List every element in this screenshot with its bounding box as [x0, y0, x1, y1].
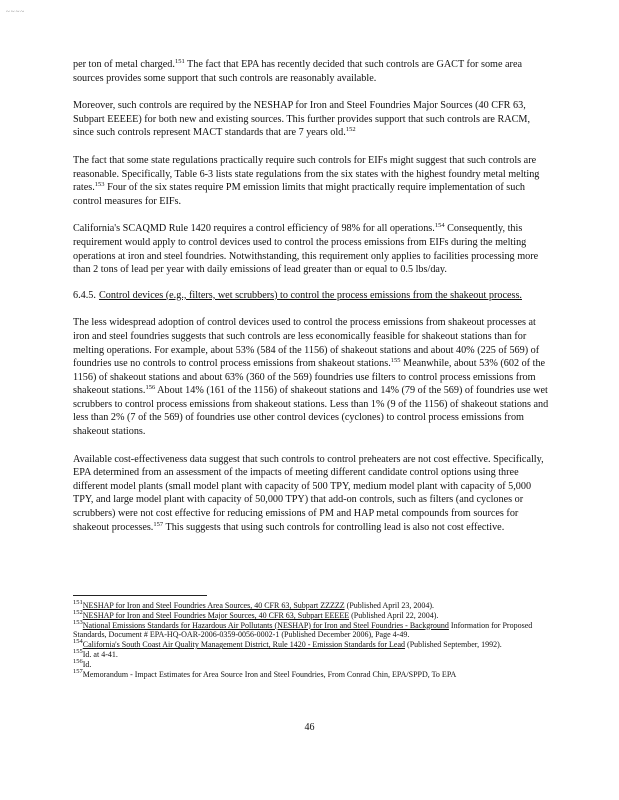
footnote: $^{156}$Id. — [73, 657, 92, 669]
footnote: $^{155}$Id. at 4-41. — [73, 647, 118, 659]
footnotes — [73, 601, 551, 679]
section-heading — [73, 289, 551, 303]
footnote: $^{153}$National Emissions Standards for Hazardous Air Pollutants (NESHAP) for Iron and Steel Foundries - Background Information for Proposed Standards, Document # EPA-HQ-OAR-2006-0359-0056-0002-1 (Published December 2006), Page 4-49. — [73, 618, 533, 640]
footnote-ref[interactable]: 154 — [434, 222, 445, 230]
footnote-ref[interactable]: 153 — [94, 181, 105, 189]
paragraph: Available cost-effectiveness data suggest that such controls to control preheaters are not cost effective. Specifically, EPA determined from an assessment of the impacts of meeting different candidate control options using three different model plants (small model plant with capacity of 500 TPY, medium model plant with capacity of 5,000 TPY, and large model plant with capacity of 50,000 TPY) that add-on controls, such as filters (and cyclones or scrubbers) were not cost effective for reducing emissions of PM and HAP metal compounds from sources for shakeout processes.$^{157}$ This suggests that using such controls for controlling lead is also not cost effective. — [73, 453, 544, 533]
footnote: $^{154}$California's South Coast Air Quality Management District, Rule 1420 - Emission Standards for Lead (Published September, 1992). — [73, 638, 502, 650]
paragraph: per ton of metal charged.$^{151}$ The fact that EPA has recently decided that such controls are GACT for some area sources provides some support that such controls are reasonably available. — [73, 58, 522, 84]
document-body — [73, 58, 551, 548]
corner-mark: ~~~~ — [6, 8, 26, 16]
footnote-ref[interactable]: 157 — [153, 520, 164, 528]
footnote: $^{152}$NESHAP for Iron and Steel Foundries Major Sources, 40 CFR 63, Subpart EEEEE (Published April 22, 2004). — [73, 608, 439, 620]
page-number: 46 — [304, 722, 315, 733]
footnote-ref[interactable]: 151 — [174, 58, 185, 65]
paragraph: The less widespread adoption of control devices used to control the process emissions from shakeout processes at iron and steel foundries suggests that such controls are less economically feasible for shakeout stations than for melting operations. For example, about 53% (584 of the 1156) of shakeout stations and about 40% (225 of 569) of foundries use no controls to control process emissions from shakeout stations.$^{155}$ Meanwhile, about 53% (602 of the 1156) of shakeout stations and about 63% (360 of the 569) foundries use filters to control process emissions from shakeout stations.$^{156}$ About 14% (161 of the 1156) of shakeout stations and 14% (79 of the 569) of foundries use wet scrubbers to control process emissions from shakeout stations. Less than 1% (9 of the 1156) of shakeout stations and less than 2% (7 of the 569) of foundries use other control devices (cyclones) to control process emissions from shakeout stations. — [73, 317, 549, 438]
footnote-ref[interactable]: 155 — [390, 357, 401, 365]
paragraph: Moreover, such controls are required by the NESHAP for Iron and Steel Foundries Major Sources (40 CFR 63, Subpart EEEEE) for both new and existing sources. This further provides support that such controls are RACM, since such controls represent MACT standards that are 7 years old.$^{152}$ — [73, 100, 531, 139]
footnote: $^{151}$NESHAP for Iron and Steel Foundries Area Sources, 40 CFR 63, Subpart ZZZZZ (Published April 23, 2004). — [73, 599, 434, 610]
paragraph: California's SCAQMD Rule 1420 requires a control efficiency of 98% for all operations.$^{154}$ Consequently, this requirement would apply to control devices used to control the process emissions from EIFs during the melting operations at iron and steel foundries. Notwithstanding, this requirement only applies to facilities processing more than 2 tons of lead per year with daily emissions of lead greater than or equal to 0.5 lbs/day. — [73, 222, 539, 276]
section-title: Control devices (e.g., filters, wet scrubbers) to control the process emissions from the shakeout process. — [99, 289, 522, 301]
footnote-divider — [73, 595, 207, 596]
section-number: 6.4.5. — [73, 289, 96, 301]
paragraph: The fact that some state regulations practically require such controls for EIFs might suggest that such controls are reasonable. Specifically, Table 6-3 lists state regulations from the six states with the highest foundry metal melting rates.$^{153}$ Four of the six states require PM emission limits that might practically require implementation of such control measures for EIFs. — [73, 154, 540, 207]
footnote: $^{157}$Memorandum - Impact Estimates for Area Source Iron and Steel Foundries, From Conrad Chin, EPA/SPPD, To EPA — [73, 667, 457, 679]
footnote-ref[interactable]: 156 — [145, 384, 156, 392]
footnote-ref[interactable]: 152 — [345, 126, 356, 134]
